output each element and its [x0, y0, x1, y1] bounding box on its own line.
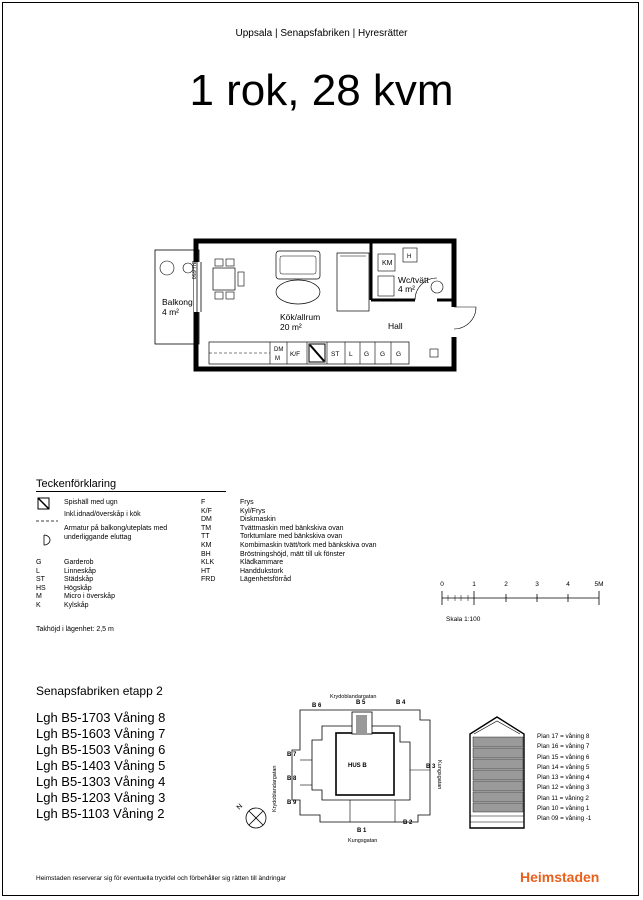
apartment-item: Lgh B5-1103 Våning 2	[36, 806, 165, 821]
apartment-item: Lgh B5-1403 Våning 5	[36, 758, 166, 773]
legend-rule	[36, 491, 226, 492]
room-wc-area: 4 m²	[398, 284, 415, 294]
legend-abbrev-right-codes	[201, 499, 215, 585]
building-label: B 4	[396, 700, 406, 706]
abbrev-code: F	[201, 499, 206, 506]
abbrev-text: Torktumlare med bänkskiva ovan	[240, 533, 343, 541]
ceiling-height: Takhöjd i lägenhet: 2,5 m	[36, 626, 114, 633]
g-label: G	[380, 351, 386, 358]
abbrev-code: M	[36, 593, 42, 601]
m-label: M	[275, 356, 280, 362]
dm-label: DM	[274, 347, 284, 353]
building-label: B 9	[287, 800, 297, 806]
abbrev-text: Högskåp	[64, 584, 92, 592]
wc-sink	[378, 276, 394, 296]
abbrev-text: Kyl/Frys	[240, 507, 266, 515]
scale-label: Skala 1:100	[446, 616, 481, 623]
abbrev-code: HS	[36, 584, 46, 592]
apartment-item: Lgh B5-1503 Våning 6	[36, 742, 166, 757]
north-label: N	[235, 802, 245, 812]
km-label: KM	[382, 260, 393, 267]
scale-tick-label: 4	[566, 581, 570, 588]
abbrev-text: Bröstningshöjd, mätt till uk fönster	[240, 550, 346, 558]
street-left: Krydoblandargatan	[272, 765, 278, 812]
legend-symbol-text: Armatur på balkong/uteplats med underliggande eluttag	[64, 525, 168, 541]
st-label: ST	[331, 351, 340, 358]
plan-item: Plan 16 = våning 7	[537, 743, 590, 751]
building-label: B 2	[403, 820, 413, 826]
wc-toilet	[431, 281, 443, 293]
abbrev-code: HT	[201, 567, 211, 575]
abbrev-text: Kylskåp	[64, 601, 89, 609]
plan-item: Plan 09 = våning -1	[537, 815, 592, 823]
room-balkong-area: 4 m²	[162, 307, 179, 317]
abbrev-text: Diskmaskin	[240, 516, 276, 524]
dining-table	[213, 268, 235, 290]
abbrev-code: DM	[201, 516, 212, 524]
apartment-item: Lgh B5-1203 Våning 3	[36, 790, 166, 805]
abbrev-code: K/F	[201, 507, 212, 515]
room-kok-area: 20 m²	[280, 322, 302, 332]
abbrev-code: L	[36, 567, 40, 575]
plan-list	[537, 732, 591, 825]
page-title: 1 rok, 28 kvm	[189, 66, 454, 115]
scale-tick-label: 2	[504, 581, 508, 588]
balcony-chair	[160, 261, 174, 275]
apartment-list	[36, 710, 165, 822]
plan-item: Plan 15 = våning 6	[537, 753, 590, 761]
brand-logo: Heimstaden	[520, 869, 600, 885]
abbrev-text: Micro i överskåp	[64, 593, 115, 601]
abbrev-code: KLK	[201, 559, 215, 567]
project-title: Senapsfabriken etapp 2	[36, 684, 163, 698]
building-elevation	[462, 712, 532, 834]
abbrev-text: Klädkammare	[240, 559, 284, 567]
abbrev-code: KM	[201, 541, 212, 549]
scale-tick-label: 5M	[594, 581, 604, 588]
abbrev-code: TT	[201, 533, 210, 541]
building-label: B 8	[287, 776, 297, 782]
abbrev-text: Linneskåp	[64, 567, 96, 575]
entrance-door	[454, 307, 476, 329]
legend-abbrev-right-texts	[240, 499, 377, 585]
site-plan	[228, 686, 448, 846]
abbrev-code: K	[36, 601, 41, 609]
building-label: B 7	[287, 752, 297, 758]
floor-plan	[150, 238, 480, 373]
g-label: G	[364, 351, 370, 358]
legend-symbols	[36, 497, 58, 555]
bed-area	[337, 253, 369, 311]
abbrev-text: Kombimaskin tvätt/tork med bänkskiva ovan	[240, 541, 377, 549]
bh-label: BH 650	[190, 261, 196, 280]
hus-label: HUS B	[348, 763, 367, 769]
building-label: B 3	[426, 764, 436, 770]
room-wc: Wc/tvätt	[398, 275, 429, 285]
abbrev-text: Städskåp	[64, 576, 94, 584]
building-label: B 5	[356, 700, 366, 706]
street-right: Kungsgatan	[436, 760, 442, 790]
room-hall: Hall	[388, 321, 403, 331]
abbrev-code: BH	[201, 550, 211, 558]
apartment-item: Lgh B5-1703 Våning 8	[36, 710, 166, 725]
street-bottom: Kungsgatan	[348, 838, 378, 844]
abbrev-code: ST	[36, 576, 45, 584]
legend-symbol-text: Spishäll med ugn	[64, 499, 118, 506]
legend-symbol-text: Inkl.idnad/överskåp i kök	[64, 510, 141, 518]
legend-abbrev-left-texts	[64, 559, 115, 611]
scale-bar	[436, 578, 606, 626]
apartment-item: Lgh B5-1303 Våning 4	[36, 774, 166, 789]
room-balkong: Balkong	[162, 297, 193, 307]
plan-item: Plan 17 = våning 8	[537, 733, 590, 740]
abbrev-text: Lägenhetsförråd	[240, 576, 291, 584]
lamp-icon	[44, 535, 50, 545]
building-label: B 6	[312, 703, 322, 709]
legend-title: Teckenförklaring	[36, 478, 117, 490]
sofa	[276, 251, 320, 279]
abbrev-text: Garderob	[64, 559, 94, 566]
abbrev-code: G	[36, 559, 42, 566]
plan-item: Plan 11 = våning 2	[537, 794, 589, 802]
apartment-item: Lgh B5-1603 Våning 7	[36, 726, 166, 741]
scale-tick-label: 0	[440, 581, 444, 588]
street-top: Krydoblandargatan	[330, 694, 377, 700]
coffee-table	[276, 280, 320, 304]
abbrev-code: TM	[201, 524, 212, 532]
plan-item: Plan 13 = våning 4	[537, 774, 590, 782]
header-subtitle: Uppsala | Senapsfabriken | Hyresrätter	[235, 28, 408, 39]
h-label: H	[407, 254, 412, 260]
b5-highlight	[356, 715, 367, 735]
disclaimer: Heimstaden reserverar sig för eventuella tryckfel och förbehåller sig rätten till ändringar	[36, 875, 287, 882]
legend-abbrev-left-codes	[36, 559, 46, 611]
g-label: G	[396, 351, 402, 358]
abbrev-code: FRD	[201, 576, 216, 584]
l-label: L	[349, 351, 353, 358]
plan-item: Plan 14 = våning 5	[537, 763, 590, 771]
abbrev-text: Tvättmaskin med bänkskiva ovan	[240, 524, 344, 532]
scale-tick-label: 1	[472, 581, 476, 588]
building-label: B 1	[357, 828, 367, 834]
plan-item: Plan 10 = våning 1	[537, 805, 590, 813]
abbrev-text: Frys	[240, 499, 254, 506]
abbrev-text: Handdukstork	[240, 567, 284, 575]
kf-label: K/F	[290, 351, 301, 358]
scale-tick-label: 3	[535, 581, 539, 588]
plan-item: Plan 12 = våning 3	[537, 784, 590, 792]
room-kok: Kök/allrum	[280, 312, 321, 322]
